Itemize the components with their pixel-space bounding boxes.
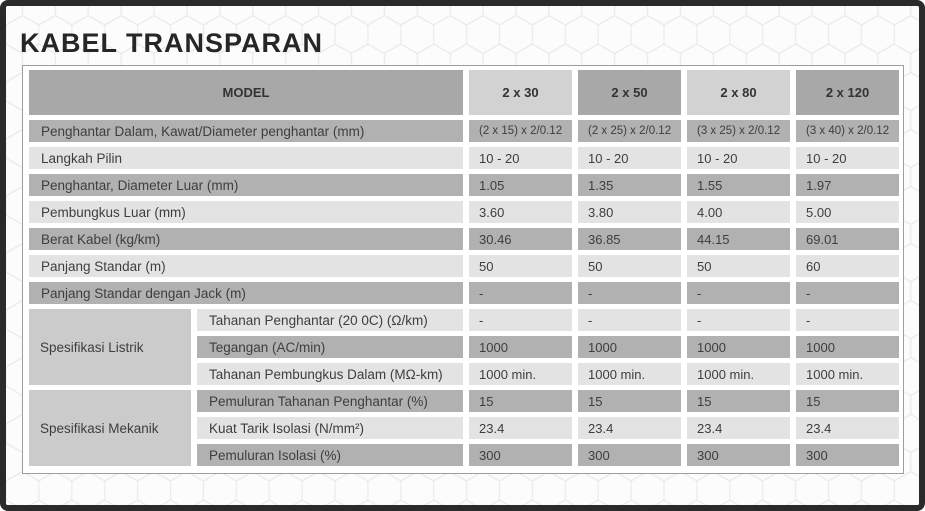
value-cell: 60 (796, 255, 899, 277)
value-cell: 69.01 (796, 228, 899, 250)
value-cell: 15 (687, 390, 790, 412)
value-cell: 10 - 20 (469, 147, 572, 169)
value-cell: 23.4 (469, 417, 572, 439)
column-header: 2 x 50 (578, 70, 681, 115)
value-cell: 1000 (578, 336, 681, 358)
value-cell: 3.80 (578, 201, 681, 223)
value-cell: (3 x 25) x 2/0.12 (687, 120, 790, 142)
value-cell: 300 (687, 444, 790, 466)
page-content (6, 6, 919, 505)
row-label: Pemuluran Tahanan Penghantar (%) (197, 390, 463, 412)
value-cell: - (687, 282, 790, 304)
value-cell: - (469, 309, 572, 331)
value-cell: 44.15 (687, 228, 790, 250)
row-label: Kuat Tarik Isolasi (N/mm²) (197, 417, 463, 439)
page-title: KABEL TRANSPARAN (20, 28, 324, 58)
column-header: 2 x 120 (796, 70, 899, 115)
value-cell: 10 - 20 (578, 147, 681, 169)
row-label: Panjang Standar dengan Jack (m) (29, 282, 463, 304)
value-cell: 15 (469, 390, 572, 412)
value-cell: 1000 (469, 336, 572, 358)
value-cell: 1000 (796, 336, 899, 358)
value-cell: 50 (469, 255, 572, 277)
row-label: Pembungkus Luar (mm) (29, 201, 463, 223)
row-label: Berat Kabel (kg/km) (29, 228, 463, 250)
value-cell: 1.35 (578, 174, 681, 196)
value-cell: 1.97 (796, 174, 899, 196)
spec-table (29, 70, 899, 466)
value-cell: 10 - 20 (796, 147, 899, 169)
value-cell: 1000 min. (578, 363, 681, 385)
value-cell: 36.85 (578, 228, 681, 250)
row-label: Panjang Standar (m) (29, 255, 463, 277)
row-label: Pemuluran Isolasi (%) (197, 444, 463, 466)
row-label: Tahanan Penghantar (20 0C) (Ω/km) (197, 309, 463, 331)
value-cell: 23.4 (796, 417, 899, 439)
value-cell: (2 x 25) x 2/0.12 (578, 120, 681, 142)
value-cell: 15 (578, 390, 681, 412)
column-header: 2 x 30 (469, 70, 572, 115)
value-cell: 50 (687, 255, 790, 277)
value-cell: 5.00 (796, 201, 899, 223)
row-label: Penghantar, Diameter Luar (mm) (29, 174, 463, 196)
row-label: Langkah Pilin (29, 147, 463, 169)
spec-panel (22, 65, 904, 474)
value-cell: 15 (796, 390, 899, 412)
value-cell: 30.46 (469, 228, 572, 250)
value-cell: 300 (469, 444, 572, 466)
value-cell: 10 - 20 (687, 147, 790, 169)
value-cell: - (796, 309, 899, 331)
value-cell: 1.05 (469, 174, 572, 196)
value-cell: - (687, 309, 790, 331)
model-header-cell: MODEL (29, 70, 463, 115)
value-cell: 23.4 (687, 417, 790, 439)
row-label: Tegangan (AC/min) (197, 336, 463, 358)
value-cell: 4.00 (687, 201, 790, 223)
value-cell: 50 (578, 255, 681, 277)
column-header: 2 x 80 (687, 70, 790, 115)
value-cell: 300 (578, 444, 681, 466)
value-cell: 3.60 (469, 201, 572, 223)
value-cell: 1000 min. (687, 363, 790, 385)
row-label: Tahanan Pembungkus Dalam (MΩ-km) (197, 363, 463, 385)
row-label: Penghantar Dalam, Kawat/Diameter penghantar (mm) (29, 120, 463, 142)
value-cell: - (578, 282, 681, 304)
value-cell: 23.4 (578, 417, 681, 439)
value-cell: 300 (796, 444, 899, 466)
value-cell: (3 x 40) x 2/0.12 (796, 120, 899, 142)
group-label: Spesifikasi Listrik (29, 309, 191, 385)
value-cell: 1000 min. (469, 363, 572, 385)
value-cell: 1000 (687, 336, 790, 358)
value-cell: - (578, 309, 681, 331)
value-cell: (2 x 15) x 2/0.12 (469, 120, 572, 142)
value-cell: 1.55 (687, 174, 790, 196)
value-cell: - (469, 282, 572, 304)
group-label: Spesifikasi Mekanik (29, 390, 191, 466)
value-cell: 1000 min. (796, 363, 899, 385)
value-cell: - (796, 282, 899, 304)
